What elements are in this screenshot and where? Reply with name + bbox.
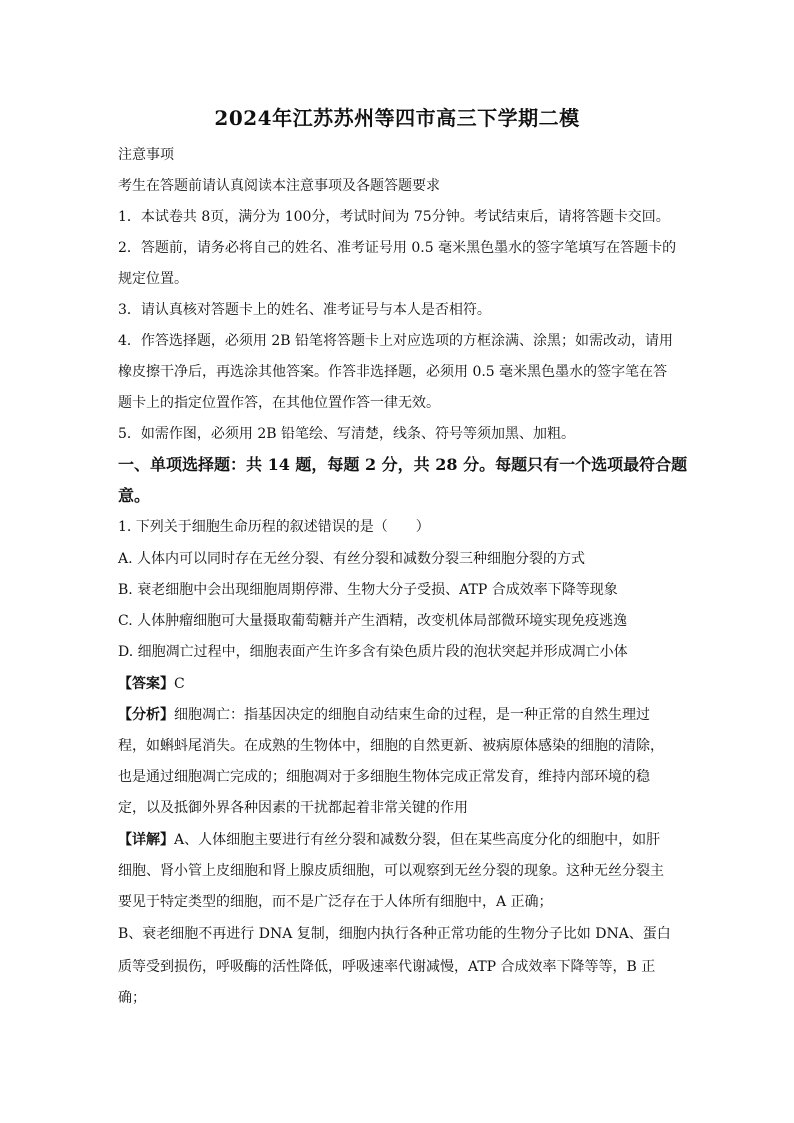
notice-line: 1．本试卷共 8页，满分为 100分，考试时间为 75分钟。考试结束后，请将答题卡交回。 bbox=[118, 209, 670, 225]
detail-line: A、人体细胞主要进行有丝分裂和减数分裂，但在某些高度分化的细胞中，如肝 bbox=[174, 832, 661, 848]
question-option-c: C. 人体肿瘤细胞可大量摄取葡萄糖并产生酒精，改变机体局部微环境实现免疫逃逸 bbox=[118, 613, 628, 629]
detail-row bbox=[118, 830, 676, 850]
detail-line: 确； bbox=[118, 990, 146, 1006]
question-option-b: B. 衰老细胞中会出现细胞周期停滞、生物大分子受损、ATP 合成效率下降等现象 bbox=[118, 582, 618, 598]
answer-value: C bbox=[174, 676, 185, 692]
analysis-label: 【分析】 bbox=[118, 707, 174, 723]
detail-line: B、衰老细胞不再进行 DNA 复制，细胞内执行各种正常功能的生物分子比如 DNA、蛋白 bbox=[118, 926, 671, 942]
notice-line: 4．作答选择题，必须用 2B 铅笔将答题卡上对应选项的方框涂满、涂黑；如需改动，请用 bbox=[118, 333, 674, 349]
section-heading: 一、单项选择题：共 14 题，每题 2 分，共 28 分。每题只有一个选项最符合题 bbox=[118, 455, 688, 474]
detail-line: 质等受到损伤，呼吸酶的活性降低，呼吸速率代谢减慢，ATP 合成效率下降等等，B 正 bbox=[118, 959, 656, 975]
notice-line: 3．请认真核对答题卡上的姓名、准考证号与本人是否相符。 bbox=[118, 302, 491, 318]
notice-line: 规定位置。 bbox=[118, 271, 188, 287]
analysis-line: 定，以及抵御外界各种因素的干扰都起着非常关键的作用 bbox=[118, 800, 468, 816]
analysis-line: 细胞凋亡：指基因决定的细胞自动结束生命的过程，是一种正常的自然生理过 bbox=[174, 707, 650, 723]
notice-line: 5．如需作图，必须用 2B 铅笔绘、写清楚，线条、符号等须加黑、加粗。 bbox=[118, 426, 576, 442]
analysis-line: 程，如蝌蚪尾消失。在成熟的生物体中，细胞的自然更新、被病原体感染的细胞的清除， bbox=[118, 738, 664, 754]
analysis-line: 也是通过细胞凋亡完成的；细胞凋对于多细胞生物体完成正常发育，维持内部环境的稳 bbox=[118, 769, 650, 785]
detail-line: 细胞、肾小管上皮细胞和肾上腺皮质细胞，可以观察到无丝分裂的现象。这种无丝分裂主 bbox=[118, 863, 664, 879]
answer-row bbox=[118, 674, 676, 694]
detail-label: 【详解】 bbox=[118, 832, 174, 848]
detail-line: 要见于特定类型的细胞，而不是广泛存在于人体所有细胞中，A 正确； bbox=[118, 894, 553, 910]
analysis-row bbox=[118, 705, 676, 725]
notice-intro: 考生在答题前请认真阅读本注意事项及各题答题要求 bbox=[118, 178, 440, 194]
question-option-d: D. 细胞凋亡过程中，细胞表面产生许多含有染色质片段的泡状突起并形成凋亡小体 bbox=[118, 644, 628, 660]
notice-line: 2．答题前，请务必将自己的姓名、准考证号用 0.5 毫米黑色墨水的签字笔填写在答题卡的 bbox=[118, 240, 677, 256]
notice-heading: 注意事项 bbox=[118, 147, 174, 163]
notice-line: 橡皮擦干净后，再选涂其他答案。作答非选择题，必须用 0.5 毫米黑色墨水的签字笔在答 bbox=[118, 364, 668, 380]
document-title: 2024年江苏苏州等四市高三下学期二模 bbox=[214, 106, 580, 130]
section-heading-continued: 意。 bbox=[118, 486, 151, 505]
answer-label: 【答案】 bbox=[118, 676, 174, 692]
notice-line: 题卡上的指定位置作答，在其他位置作答一律无效。 bbox=[118, 395, 440, 411]
question-option-a: A. 人体内可以同时存在无丝分裂、有丝分裂和减数分裂三种细胞分裂的方式 bbox=[118, 551, 586, 567]
question-stem: 1. 下列关于细胞生命历程的叙述错误的是（ ） bbox=[118, 519, 430, 535]
